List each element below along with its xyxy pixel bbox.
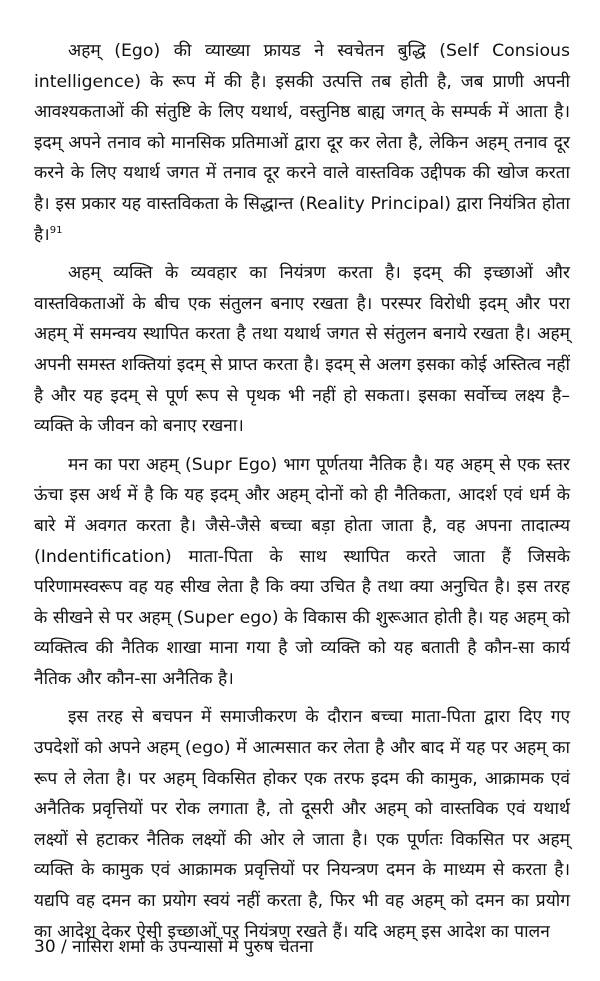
paragraph-text: अहम् व्यक्ति के व्यवहार का नियंत्रण करता है। इदम् की इच्छाओं और वास्तविकताओं के बीच एक संतुलन बनाए रखता है। परस्पर विरोधी इदम् और परा अहम् में समन्वय स्थापित करता है तथा यथार्थ जगत से संतुलन बनाये रखता है। अहम् अपनी समस्त शक्तियां इदम् से प्राप्त करता है। इदम् से अलग इसका कोई अस्तित्व नहीं है और यह इदम् से पूर्ण रूप से पृथक भी नहीं हो सकता। इसका सर्वोच्च लक्ष्य है–व्यक्ति के जीवन को बनाए रखना। xyxy=(34,263,570,437)
paragraph-super-ego xyxy=(34,450,570,695)
footnote-marker: 91 xyxy=(49,224,63,236)
paragraph-ego-control xyxy=(34,258,570,442)
paragraph-text: मन का परा अहम् (Supr Ego) भाग पूर्णतया नैतिक है। यह अहम् से एक स्तर ऊंचा इस अर्थ में है कि यह इदम् और अहम् दोनों को ही नैतिकता, आदर्श एवं धर्म के बारे में अवगत करता है। जैसे-जैसे बच्चा बड़ा होता जाता है, वह अपना तादात्म्य (Indentification) माता-पिता के साथ स्थापित करते जाता हैं जिसके परिणामस्वरूप वह यह सीख लेता है कि क्या उचित है तथा क्या अनुचित है। इस तरह के सीखने से पर अहम् (Super ego) के विकास की शुरूआत होती है। यह अहम् को व्यक्तित्व की नैतिक शाखा माना गया है जो व्यक्ति को यह बताती है कौन-सा कार्य नैतिक और कौन-सा अनैतिक है। xyxy=(34,454,570,689)
paragraph-text: अहम् (Ego) की व्याख्या फ्रायड ने स्वचेतन बुद्धि (Self Consious intelligence) के रूप में की है। इसकी उत्पत्ति तब होती है, जब प्राणी अपनी आवश्यकताओं की संतुष्टि के लिए यथार्थ, वस्तुनिष्ठ बाह्य जगत् के सम्पर्क में आता है। इदम् अपने तनाव को मानसिक प्रतिमाओं द्वारा दूर कर लेता है, लेकिन अहम् तनाव दूर करने के लिए यथार्थ जगत में तनाव दूर करने वाले वास्तविक उद्दीपक की खोज करता है। इस प्रकार यह वास्तविकता के सिद्धान्त (Reality Principal) द्वारा नियंत्रित होता है। xyxy=(34,41,570,245)
paragraph-ego xyxy=(34,36,570,250)
paragraph-socialization xyxy=(34,702,570,947)
paragraph-text: इस तरह से बचपन में समाजीकरण के दौरान बच्चा माता-पिता द्वारा दिए गए उपदेशों को अपने अहम् (ego) में आत्मसात कर लेता है और बाद में यह पर अहम् का रूप ले लेता है। पर अहम् विकसित होकर एक तरफ इदम की कामुक, आक्रामक एवं अनैतिक प्रवृत्तियों पर रोक लगाता है, तो दूसरी और अहम् को वास्तविक एवं यथार्थ लक्ष्यों से हटाकर नैतिक लक्ष्यों की ओर ले जाता है। एक पूर्णतः विकसित पर अहम् व्यक्ति के कामुक एवं आक्रामक प्रवृत्तियों पर नियन्त्रण दमन के माध्यम से करता है। यद्यपि वह दमन का प्रयोग स्वयं नहीं करता है, फिर भी वह अहम् को दमन का प्रयोग का आदेश देकर ऐसी इच्छाओं पर नियंत्रण रखते हैं। यदि अहम् इस आदेश का पालन xyxy=(34,707,570,942)
page-footer: 30 / नासिरा शर्मा के उपन्यासों में पुरुष चेतना xyxy=(34,937,314,957)
